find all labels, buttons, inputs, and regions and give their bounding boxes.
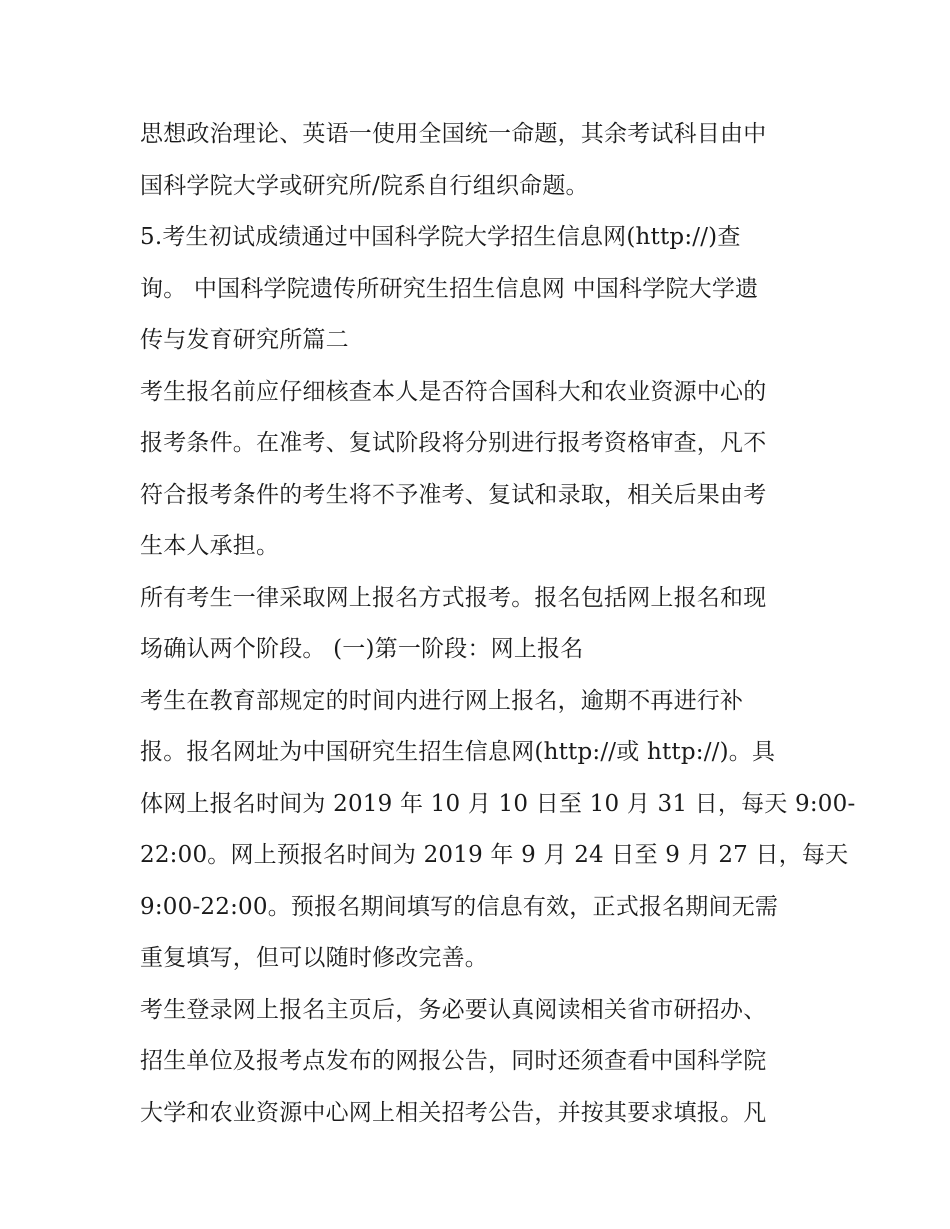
text-line: 传与发育研究所篇二 bbox=[140, 327, 349, 353]
text-line: 生本人承担。 bbox=[140, 533, 280, 559]
text-line: 思想政治理论、英语一使用全国统一命题，其余考试科目由中 bbox=[140, 121, 767, 147]
text-line: 22:00。网上预报名时间为 2019 年 9 月 24 日至 9 月 27 日，每天 bbox=[140, 842, 849, 868]
text-line: 询。 中国科学院遗传所研究生招生信息网 中国科学院大学遗 bbox=[140, 275, 759, 302]
text-line: 重复填写，但可以随时修改完善。 bbox=[140, 945, 488, 971]
text-line: 符合报考条件的考生将不予准考、复试和录取，相关后果由考 bbox=[140, 481, 767, 508]
text-line: 考生在教育部规定的时间内进行网上报名，逾期不再进行补 bbox=[140, 687, 744, 714]
text-line: 体网上报名时间为 2019 年 10 月 10 日至 10 月 31 日，每天 9:00- bbox=[140, 790, 856, 817]
text-line: 国科学院大学或研究所/院系自行组织命题。 bbox=[140, 172, 589, 199]
text-line: 大学和农业资源中心网上相关招考公告，并按其要求填报。凡 bbox=[140, 1099, 767, 1126]
text-line: 招生单位及报考点发布的网报公告，同时还须查看中国科学院 bbox=[140, 1048, 767, 1074]
text-line: 考生登录网上报名主页后，务必要认真阅读相关省市研招办、 bbox=[140, 996, 767, 1023]
text-line: 9:00-22:00。预报名期间填写的信息有效，正式报名期间无需 bbox=[140, 893, 779, 920]
text-line: 场确认两个阶段。 (一)第一阶段：网上报名 bbox=[140, 636, 584, 662]
text-line: 所有考生一律采取网上报名方式报考。报名包括网上报名和现 bbox=[140, 584, 767, 611]
document-body bbox=[140, 109, 856, 1139]
text-line: 报。报名网址为中国研究生招生信息网(http://或 http://)。具 bbox=[140, 739, 776, 765]
text-line: 考生报名前应仔细核查本人是否符合国科大和农业资源中心的 bbox=[140, 378, 767, 405]
text-line: 报考条件。在准考、复试阶段将分别进行报考资格审查，凡不 bbox=[140, 430, 767, 456]
text-line: 5.考生初试成绩通过中国科学院大学招生信息网(http://)查 bbox=[140, 224, 741, 250]
